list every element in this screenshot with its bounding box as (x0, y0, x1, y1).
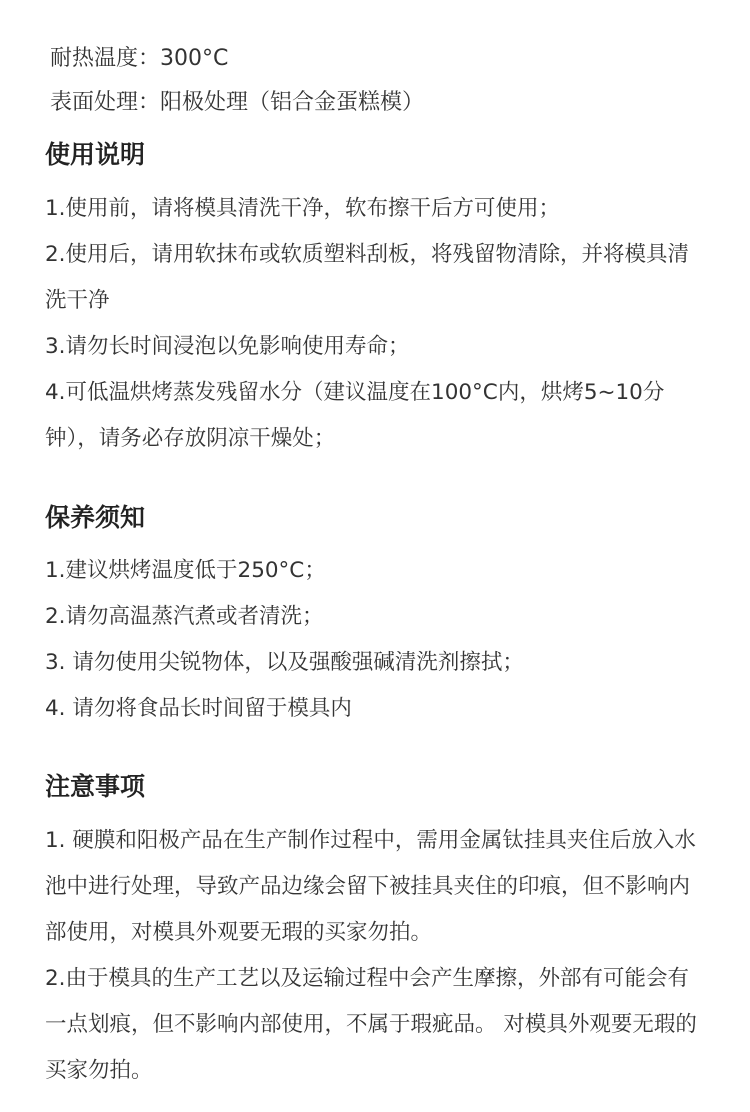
notes-item-1: 1. 硬膜和阳极产品在生产制作过程中，需用金属钛挂具夹住后放入水池中进行处理，导致产品边缘会留下被挂具夹住的印痕，但不影响内部使用，对模具外观要无瑕的买家勿拍。 (45, 828, 696, 945)
care-section-title: 保养须知 (45, 503, 146, 532)
care-item-4: 4. 请勿将食品长时间留于模具内 (45, 696, 352, 721)
notes-section-title: 注意事项 (45, 772, 146, 801)
care-item-2: 2.请勿高温蒸汽煮或者清洗； (45, 604, 324, 629)
usage-section-title: 使用说明 (45, 140, 146, 169)
notes-item-2: 2.由于模具的生产工艺以及运输过程中会产生摩擦，外部有可能会有一点划痕，但不影响内部使用，不属于瑕疵品。 对模具外观要无瑕的买家勿拍。 (45, 966, 697, 1083)
usage-item-3: 3.请勿长时间浸泡以免影响使用寿命； (45, 334, 410, 359)
usage-item-2: 2.使用后，请用软抹布或软质塑料刮板，将残留物清除，并将模具清洗干净 (45, 242, 690, 313)
care-item-3: 3. 请勿使用尖锐物体，以及强酸强碱清洗剂擦拭； (45, 650, 524, 675)
care-item-1: 1.建议烘烤温度低于250°C； (45, 558, 326, 583)
usage-item-4: 4.可低温烘烤蒸发残留水分（建议温度在100°C内，烘烤5~10分钟），请务必存放阴凉干燥处； (45, 380, 665, 451)
surface-treatment-spec: 表面处理：阳极处理（铝合金蛋糕模） (50, 90, 425, 115)
heat-resistance-spec: 耐热温度：300°C (50, 46, 229, 71)
usage-item-1: 1.使用前，请将模具清洗干净，软布擦干后方可使用； (45, 196, 561, 221)
